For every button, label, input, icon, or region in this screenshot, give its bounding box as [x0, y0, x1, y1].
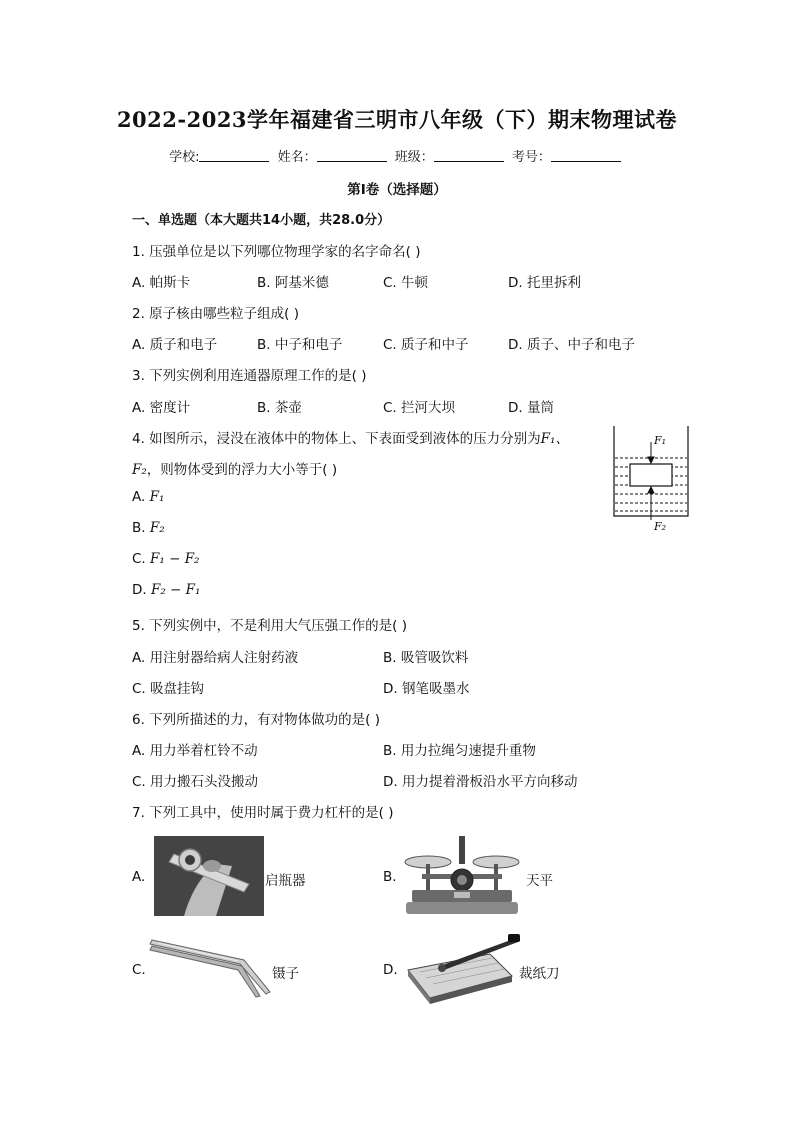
submerged-block	[630, 464, 672, 486]
q5-option-b[interactable]: B. 吸管吸饮料	[383, 650, 469, 666]
section-heading: 一、单选题（本大题共14小题，共28.0分）	[132, 213, 391, 228]
q3-option-a[interactable]: A. 密度计	[132, 400, 191, 416]
figure-label-f2: F₂	[654, 520, 667, 533]
exam-number-blank[interactable]	[551, 149, 621, 162]
q3-option-b[interactable]: B. 茶壶	[257, 400, 302, 416]
balance-scale-image	[402, 834, 522, 918]
q1-option-c[interactable]: C. 牛顿	[383, 275, 429, 291]
q4-buoyancy-figure	[608, 424, 692, 536]
q7-caption-b: 天平	[526, 873, 553, 889]
q7-caption-c: 镊子	[272, 966, 299, 982]
q6-option-a[interactable]: A. 用力举着杠铃不动	[132, 743, 258, 759]
q5-option-c[interactable]: C. 吸盘挂钩	[132, 681, 205, 697]
q1-option-b[interactable]: B. 阿基米德	[257, 275, 329, 291]
figure-label-f1: F₁	[654, 434, 667, 447]
q2-option-b[interactable]: B. 中子和电子	[257, 337, 343, 353]
q1-option-a[interactable]: A. 帕斯卡	[132, 275, 191, 291]
name-label: 姓名：	[277, 150, 317, 165]
q4-option-b-formula: F₂	[149, 520, 165, 536]
volume-heading: 第Ⅰ卷（选择题）	[347, 182, 447, 198]
name-blank[interactable]	[317, 149, 387, 162]
question-5-stem: 5. 下列实例中，不是利用大气压强工作的是( )	[132, 618, 407, 634]
tweezers-image	[148, 936, 276, 1000]
q3-option-d[interactable]: D. 量筒	[508, 400, 554, 416]
q6-option-d[interactable]: D. 用力提着滑板沿水平方向移动	[383, 774, 578, 790]
school-label: 学校:	[169, 150, 200, 165]
q1-option-d[interactable]: D. 托里拆利	[508, 275, 581, 291]
q5-option-d[interactable]: D. 钢笔吸墨水	[383, 681, 470, 697]
q7-option-b[interactable]: B.	[383, 869, 397, 885]
q3-option-c[interactable]: C. 拦河大坝	[383, 400, 456, 416]
question-4-stem-line2	[132, 458, 337, 478]
class-blank[interactable]	[434, 149, 504, 162]
paper-cutter-image	[400, 932, 522, 1006]
q7-option-a[interactable]: A.	[132, 869, 146, 885]
question-4-stem-line1	[132, 427, 569, 447]
q4-option-d[interactable]	[132, 582, 200, 598]
q6-option-b[interactable]: B. 用力拉绳匀速提升重物	[383, 743, 536, 759]
q4-option-a-letter: A.	[132, 489, 150, 505]
question-2-stem: 2. 原子核由哪些粒子组成( )	[132, 306, 299, 322]
page-title: 2022-2023学年福建省三明市八年级（下）期末物理试卷	[116, 107, 678, 132]
q2-option-a[interactable]: A. 质子和电子	[132, 337, 218, 353]
question-6-stem: 6. 下列所描述的力，有对物体做功的是( )	[132, 712, 380, 728]
q2-option-d[interactable]: D. 质子、中子和电子	[508, 337, 635, 353]
q4-option-a-formula: F₁	[149, 489, 165, 505]
q7-option-c[interactable]: C.	[132, 962, 146, 978]
q6-option-c[interactable]: C. 用力搬石头没搬动	[132, 774, 259, 790]
bottle-opener-image	[154, 836, 264, 916]
q5-option-a[interactable]: A. 用注射器给病人注射药液	[132, 650, 299, 666]
bottle-cap	[203, 860, 221, 872]
student-info-line	[0, 146, 794, 165]
q4-option-b[interactable]	[132, 520, 165, 536]
class-label: 班级：	[394, 150, 434, 165]
q4-stem-text-2: ，则物体受到的浮力大小等于( )	[146, 462, 338, 478]
q7-option-d[interactable]: D.	[383, 962, 398, 978]
q4-option-c[interactable]	[132, 551, 199, 567]
q4-option-b-letter: B.	[132, 520, 150, 536]
q4-option-d-letter: D.	[132, 582, 151, 598]
q4-option-d-formula: F₂ − F₁	[150, 582, 201, 598]
cutter-handle	[508, 934, 520, 942]
q4-option-a[interactable]	[132, 489, 164, 505]
question-7-stem: 7. 下列工具中，使用时属于费力杠杆的是( )	[132, 805, 394, 821]
q7-caption-d: 裁纸刀	[519, 966, 560, 982]
q7-caption-a: 启瓶器	[265, 873, 306, 889]
school-blank[interactable]	[199, 149, 269, 162]
q4-f2-var: F₂	[132, 462, 147, 478]
q4-stem-text-1: 4. 如图所示，浸没在液体中的物体上、下表面受到液体的压力分别为	[132, 431, 541, 447]
q4-option-c-letter: C.	[132, 551, 151, 567]
q4-option-c-formula: F₁ − F₂	[150, 551, 200, 567]
q2-option-c[interactable]: C. 质子和中子	[383, 337, 469, 353]
question-1-stem: 1. 压强单位是以下列哪位物理学家的名字命名( )	[132, 244, 421, 260]
q4-f1-var: F₁、	[540, 431, 569, 447]
exam-number-label: 考号：	[511, 150, 551, 165]
question-3-stem: 3. 下列实例利用连通器原理工作的是( )	[132, 368, 367, 384]
